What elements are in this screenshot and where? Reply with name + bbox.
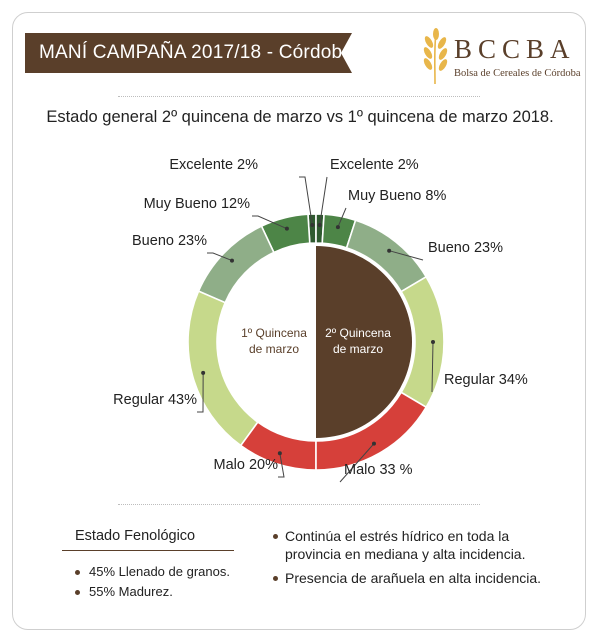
list-item: Presencia de arañuela en alta incidencia. — [273, 569, 563, 587]
leader-dot — [387, 249, 391, 253]
leader-dot — [310, 223, 314, 227]
slice-label: Excelente 2% — [169, 157, 258, 173]
list-item: 55% Madurez. — [75, 582, 230, 602]
leader-dot — [285, 227, 289, 231]
logo-wordmark: BCCBA — [454, 34, 576, 64]
leader-dot — [201, 371, 205, 375]
slice-label: Malo 33 % — [344, 462, 413, 478]
page-title: MANÍ CAMPAÑA 2017/18 - Córdoba — [39, 42, 354, 63]
center-label: 2º Quincena — [325, 326, 391, 340]
list-item: Continúa el estrés hídrico en toda la provincia en mediana y alta incidencia. — [273, 527, 563, 563]
phenology-rule — [62, 550, 234, 551]
center-label: 1º Quincena — [241, 326, 307, 340]
chart-subtitle: Estado general 2º quincena de marzo vs 1º quincena de marzo 2018. — [46, 108, 554, 126]
leader-dot — [318, 223, 322, 227]
phenology-heading: Estado Fenológico — [75, 528, 196, 544]
center-label: de marzo — [248, 342, 300, 356]
leader-dot — [431, 340, 435, 344]
slice-label: Muy Bueno 8% — [348, 188, 447, 204]
slice-label: Muy Bueno 12% — [143, 196, 250, 212]
leader-dot — [230, 259, 234, 263]
center-label: de marzo — [332, 342, 384, 356]
notes-list — [273, 527, 563, 593]
leader-dot — [278, 451, 282, 455]
phenology-list — [75, 562, 230, 602]
slice-label: Malo 20% — [213, 457, 278, 473]
logo-subtitle: Bolsa de Cereales de Córdoba — [454, 68, 581, 79]
list-item: 45% Llenado de granos. — [75, 562, 230, 582]
leader-dot — [372, 442, 376, 446]
slice-label: Bueno 23% — [428, 240, 503, 256]
leader-dot — [336, 225, 340, 229]
slice-label: Regular 34% — [444, 372, 528, 388]
slice-label: Regular 43% — [113, 392, 197, 408]
divider-bottom — [118, 504, 480, 505]
slice-label: Bueno 23% — [132, 233, 207, 249]
slice-label: Excelente 2% — [330, 157, 419, 173]
